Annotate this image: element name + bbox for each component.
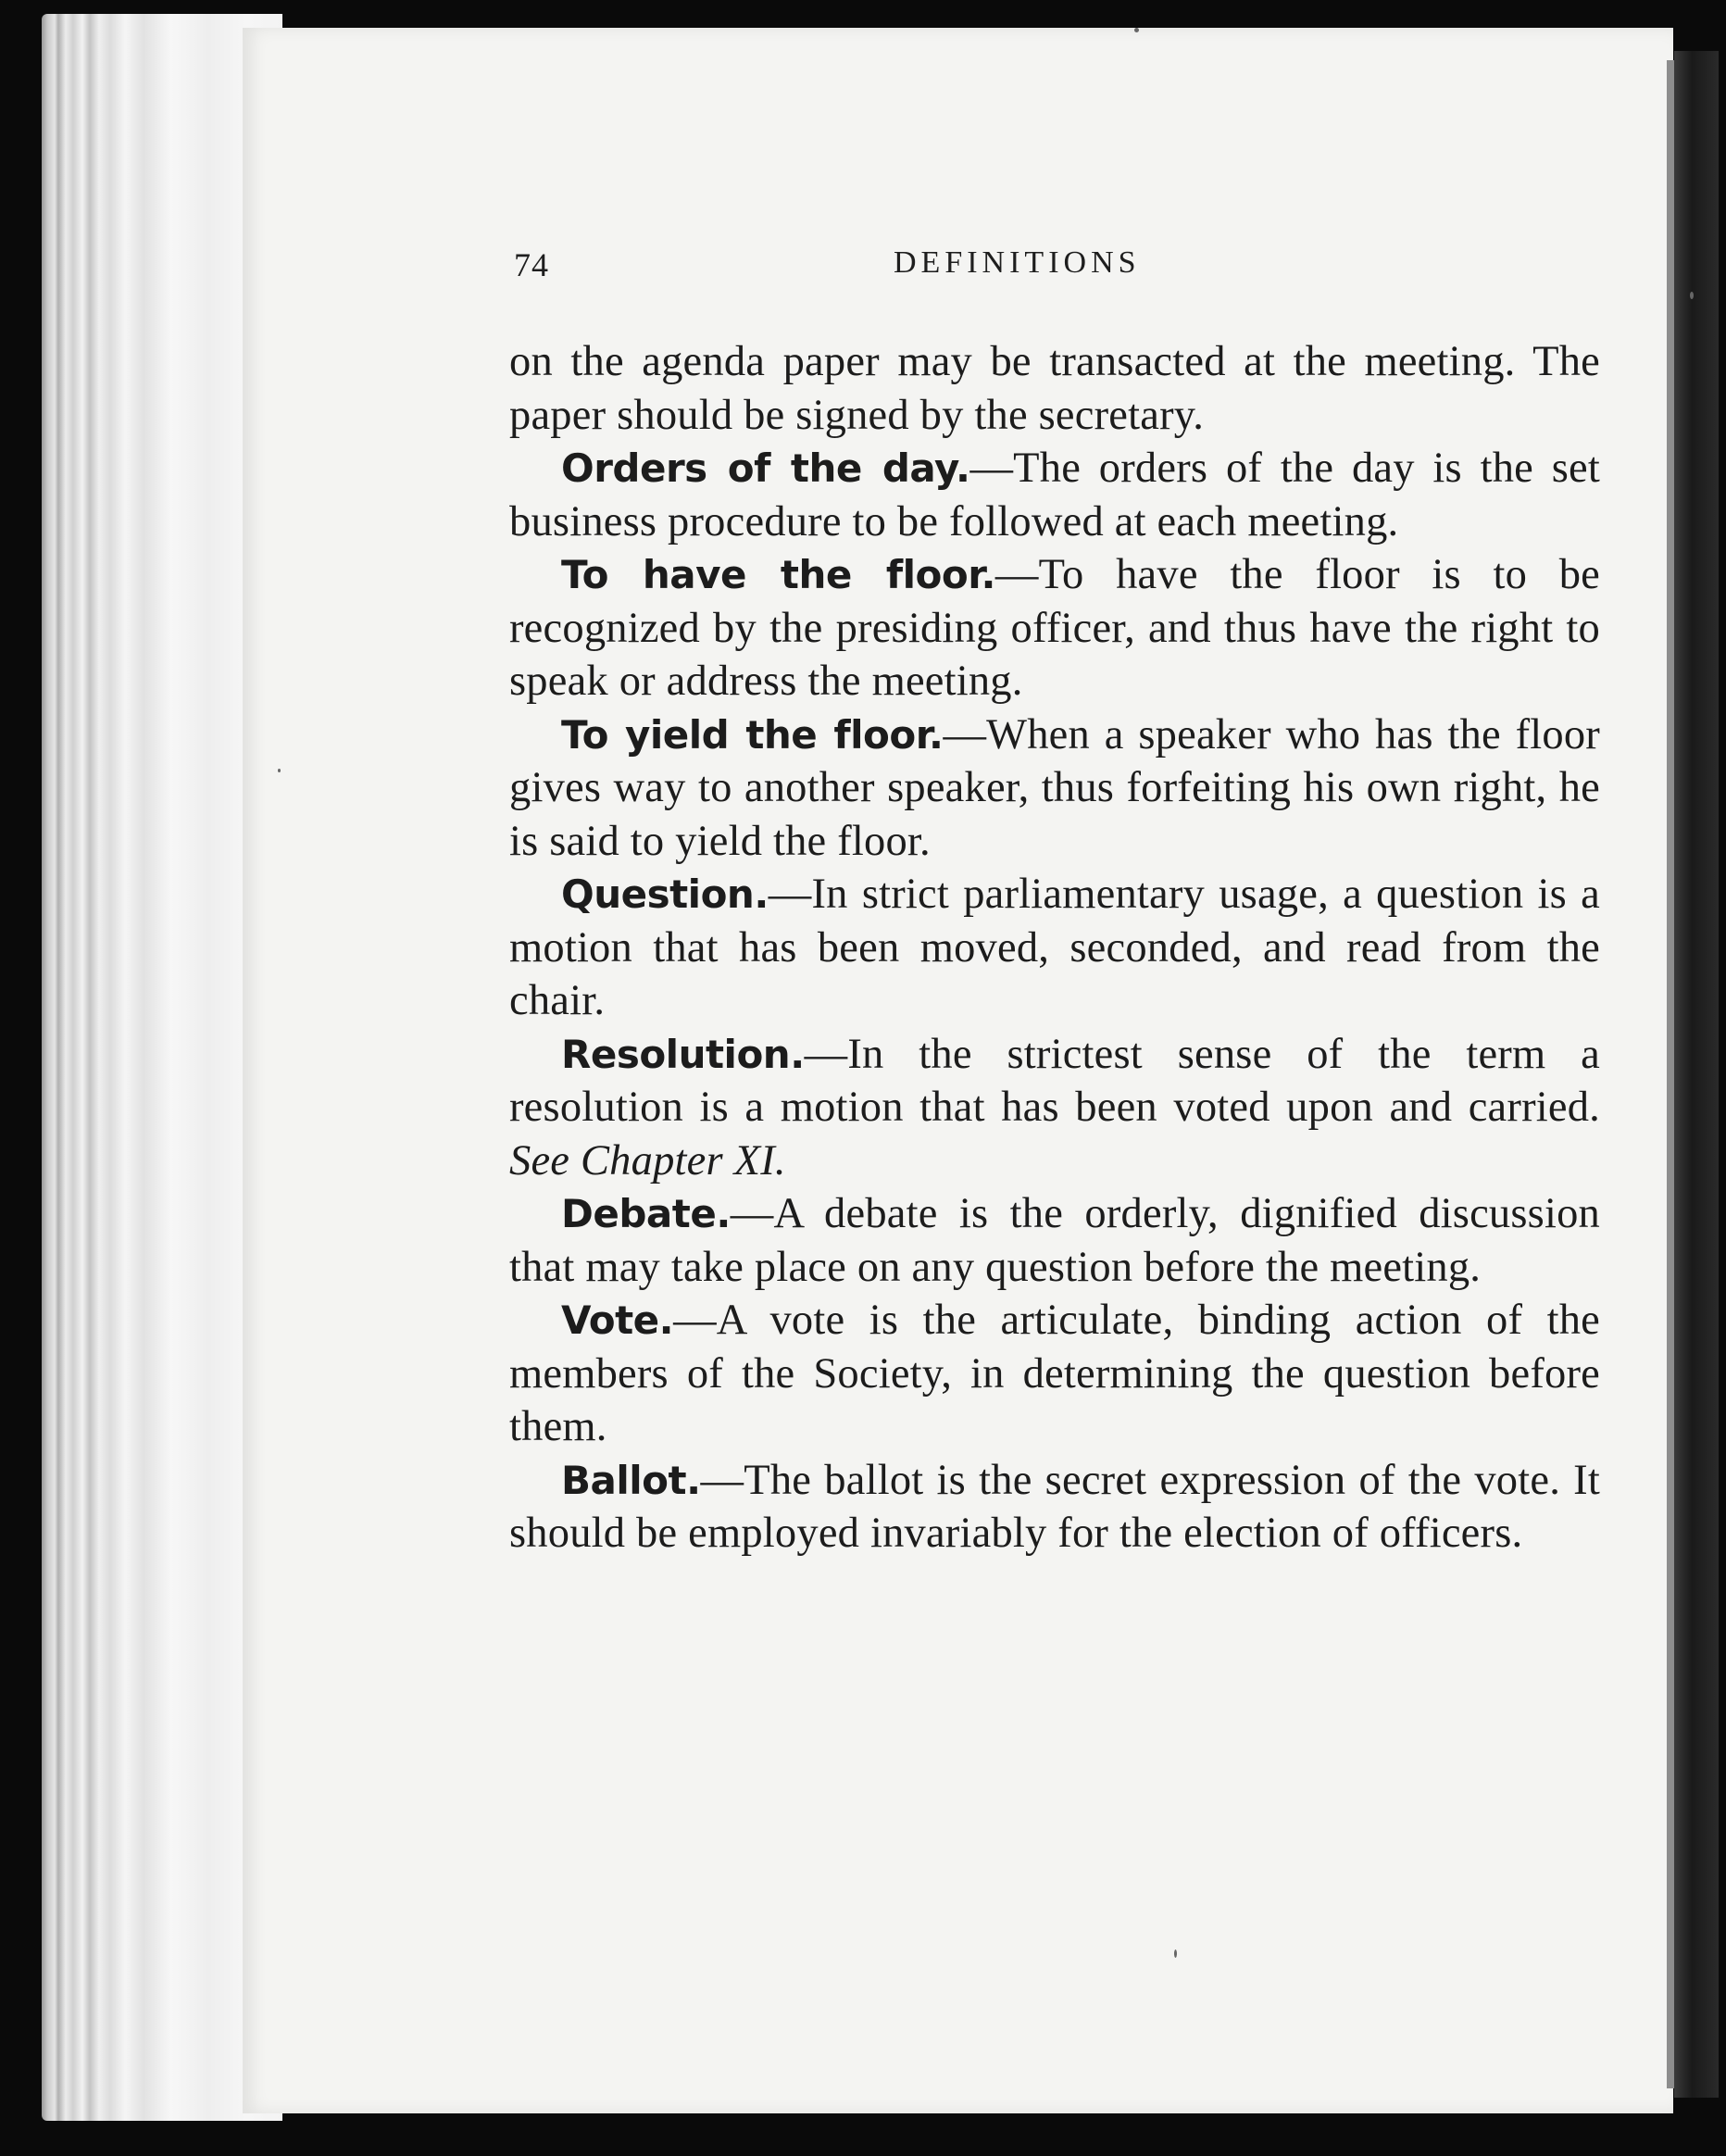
definition-entry — [509, 548, 1600, 708]
running-title: DEFINITIONS — [894, 245, 1141, 280]
definition-entry — [509, 1028, 1600, 1188]
cross-reference: See Chapter XI. — [509, 1136, 786, 1185]
definition-term: To yield the floor. — [561, 711, 944, 758]
definition-entry — [509, 1187, 1600, 1294]
body-text — [509, 335, 1600, 1561]
definition-term: Resolution. — [561, 1031, 805, 1077]
definition-term: Ballot. — [561, 1457, 701, 1503]
definition-term: Vote. — [561, 1297, 674, 1343]
definition-term: Orders of the day. — [561, 445, 970, 491]
paragraph-text: on the agenda paper may be transacted at the meeting. The paper should be signed by the secretary. — [509, 338, 1600, 439]
definition-term: To have the floor. — [561, 552, 995, 597]
scan-speck — [1174, 1949, 1177, 1958]
definition-term: Debate. — [561, 1191, 731, 1236]
continuation-paragraph — [509, 335, 1600, 442]
scan-speck — [278, 769, 281, 772]
binding-shadow — [1674, 51, 1719, 2098]
page-number: 74 — [514, 246, 549, 283]
definition-text: —In the strictest sense of the term a resolution is a motion that has been voted upon and carried. — [509, 1030, 1600, 1131]
definition-text: —A vote is the articulate, binding action of the members of the Society, in determining the question before them. — [509, 1297, 1600, 1450]
definition-entry — [509, 1454, 1600, 1561]
definition-entry — [509, 868, 1600, 1028]
definition-text: —The ballot is the secret expression of the vote. It should be employed invariably for the election of officers. — [509, 1456, 1600, 1557]
definition-text: —In strict parliamentary usage, a question is a motion that has been moved, seconded, and read from the chair. — [509, 871, 1600, 1024]
scan-speck — [1690, 292, 1694, 299]
definition-text: —A debate is the orderly, dignified discussion that may take place on any question before the meeting. — [509, 1190, 1600, 1291]
definition-text: —To have the floor is to be recognized by the presiding officer, and thus have the right to speak or address the meeting. — [509, 551, 1601, 705]
definition-entry — [509, 708, 1600, 869]
definition-term: Question. — [561, 871, 769, 917]
definition-text: —The orders of the day is the set business procedure to be followed at each meeting. — [509, 445, 1600, 545]
definition-text: —When a speaker who has the floor gives way to another speaker, thus forfeiting his own right, he is said to yield the floor. — [509, 710, 1600, 865]
scan-speck — [1134, 28, 1139, 32]
running-head — [514, 245, 1602, 301]
definition-entry — [509, 1294, 1600, 1454]
definition-entry — [509, 442, 1600, 548]
